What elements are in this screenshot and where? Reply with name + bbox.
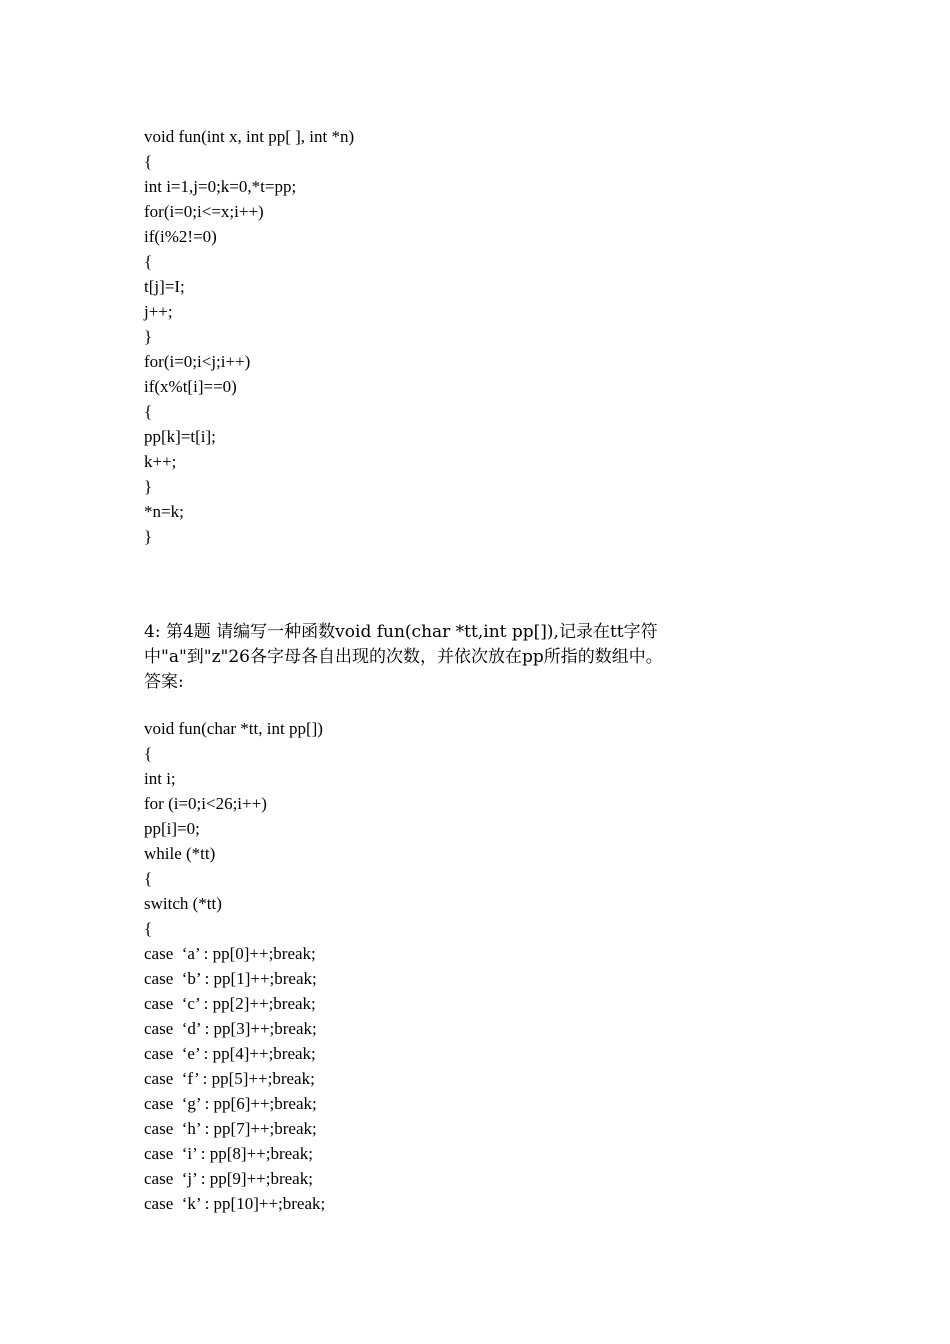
- code-line: while (*tt): [144, 844, 216, 863]
- code-line: if(x%t[i]==0): [144, 377, 237, 396]
- answer-label: 答案:: [144, 672, 184, 692]
- code-line: void fun(char *tt, int pp[]): [144, 719, 323, 738]
- code-line: {: [144, 252, 153, 271]
- code-line: int i;: [144, 769, 176, 788]
- code-line: pp[k]=t[i];: [144, 427, 216, 446]
- code-line: *n=k;: [144, 502, 184, 521]
- code-line: case ‘b’ : pp[1]++;break;: [144, 969, 317, 988]
- code-line: case ‘d’ : pp[3]++;break;: [144, 1019, 317, 1038]
- code-line: {: [144, 744, 153, 763]
- code-block-fun-int: [144, 124, 354, 549]
- code-line: case ‘g’ : pp[6]++;break;: [144, 1094, 317, 1113]
- code-line: j++;: [144, 302, 173, 321]
- code-line: }: [144, 477, 153, 496]
- code-line: }: [144, 327, 153, 346]
- code-line: case ‘e’ : pp[4]++;break;: [144, 1044, 316, 1063]
- code-line: case ‘h’ : pp[7]++;break;: [144, 1119, 317, 1138]
- question-line-1: 4: 第4题 请编写一种函数void fun(char *tt,int pp[]),记录在tt字符: [144, 622, 658, 642]
- code-line: if(i%2!=0): [144, 227, 217, 246]
- code-block-fun-char: [144, 716, 325, 1216]
- code-line: switch (*tt): [144, 894, 222, 913]
- code-line: for (i=0;i<26;i++): [144, 794, 267, 813]
- code-line: pp[i]=0;: [144, 819, 200, 838]
- code-line: for(i=0;i<j;i++): [144, 352, 251, 371]
- code-line: k++;: [144, 452, 177, 471]
- code-line: }: [144, 527, 153, 546]
- code-line: {: [144, 919, 153, 938]
- code-line: void fun(int x, int pp[ ], int *n): [144, 127, 355, 146]
- question-text: [144, 620, 794, 695]
- code-line: case ‘j’ : pp[9]++;break;: [144, 1169, 313, 1188]
- code-line: int i=1,j=0;k=0,*t=pp;: [144, 177, 297, 196]
- code-line: {: [144, 402, 153, 421]
- question-line-2: 中"a"到"z"26各字母各自出现的次数，并依次放在pp所指的数组中。: [144, 647, 663, 667]
- code-line: t[j]=I;: [144, 277, 185, 296]
- code-line: for(i=0;i<=x;i++): [144, 202, 264, 221]
- code-line: {: [144, 152, 153, 171]
- code-line: case ‘c’ : pp[2]++;break;: [144, 994, 316, 1013]
- code-line: case ‘k’ : pp[10]++;break;: [144, 1194, 326, 1213]
- code-line: case ‘i’ : pp[8]++;break;: [144, 1144, 313, 1163]
- code-line: case ‘f’ : pp[5]++;break;: [144, 1069, 315, 1088]
- code-line: case ‘a’ : pp[0]++;break;: [144, 944, 316, 963]
- code-line: {: [144, 869, 153, 888]
